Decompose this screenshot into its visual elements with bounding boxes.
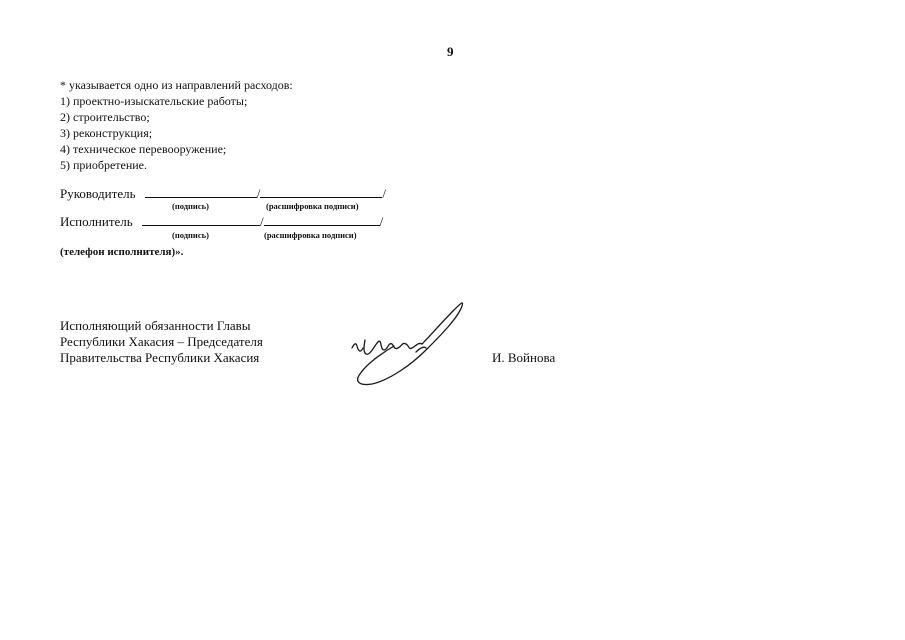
executor-decode-line <box>264 215 380 226</box>
head-signature-row <box>60 186 386 202</box>
official-title-line: Правительства Республики Хакасия <box>60 350 260 365</box>
phone-label: (телефон исполнителя)». <box>60 246 184 258</box>
footnote-item: 2) строительство; <box>60 110 150 124</box>
head-sub-signature: (подпись) <box>172 201 209 211</box>
head-decode-line <box>260 187 382 198</box>
handwritten-signature <box>330 296 480 392</box>
footnote-item: 3) реконструкция; <box>60 126 153 140</box>
footnote-item: 4) техническое перевооружение; <box>60 142 227 156</box>
footnote-intro: * указывается одно из направлений расходов: <box>60 78 293 92</box>
footnote-item: 5) приобретение. <box>60 158 148 172</box>
slash: / <box>379 214 384 229</box>
slash: / <box>382 186 386 201</box>
official-name: И. Войнова <box>492 350 556 365</box>
executor-signature-row <box>60 214 383 230</box>
executor-sub-decode: (расшифровка подписи) <box>264 230 357 240</box>
executor-label: Исполнитель <box>60 214 133 229</box>
executor-sub-signature: (подпись) <box>172 230 209 240</box>
head-signature-line <box>145 187 257 198</box>
head-label: Руководитель <box>60 186 136 201</box>
page-number: 9 <box>447 44 454 59</box>
footnote-item: 1) проектно-изыскательские работы; <box>60 94 248 108</box>
slash: / <box>256 186 261 201</box>
official-title-line: Республики Хакасия – Председателя <box>60 334 263 349</box>
executor-signature-line <box>142 215 260 226</box>
official-title-line: Исполняющий обязанности Главы <box>60 318 251 333</box>
head-sub-decode: (расшифровка подписи) <box>266 201 359 211</box>
slash: / <box>259 214 264 229</box>
